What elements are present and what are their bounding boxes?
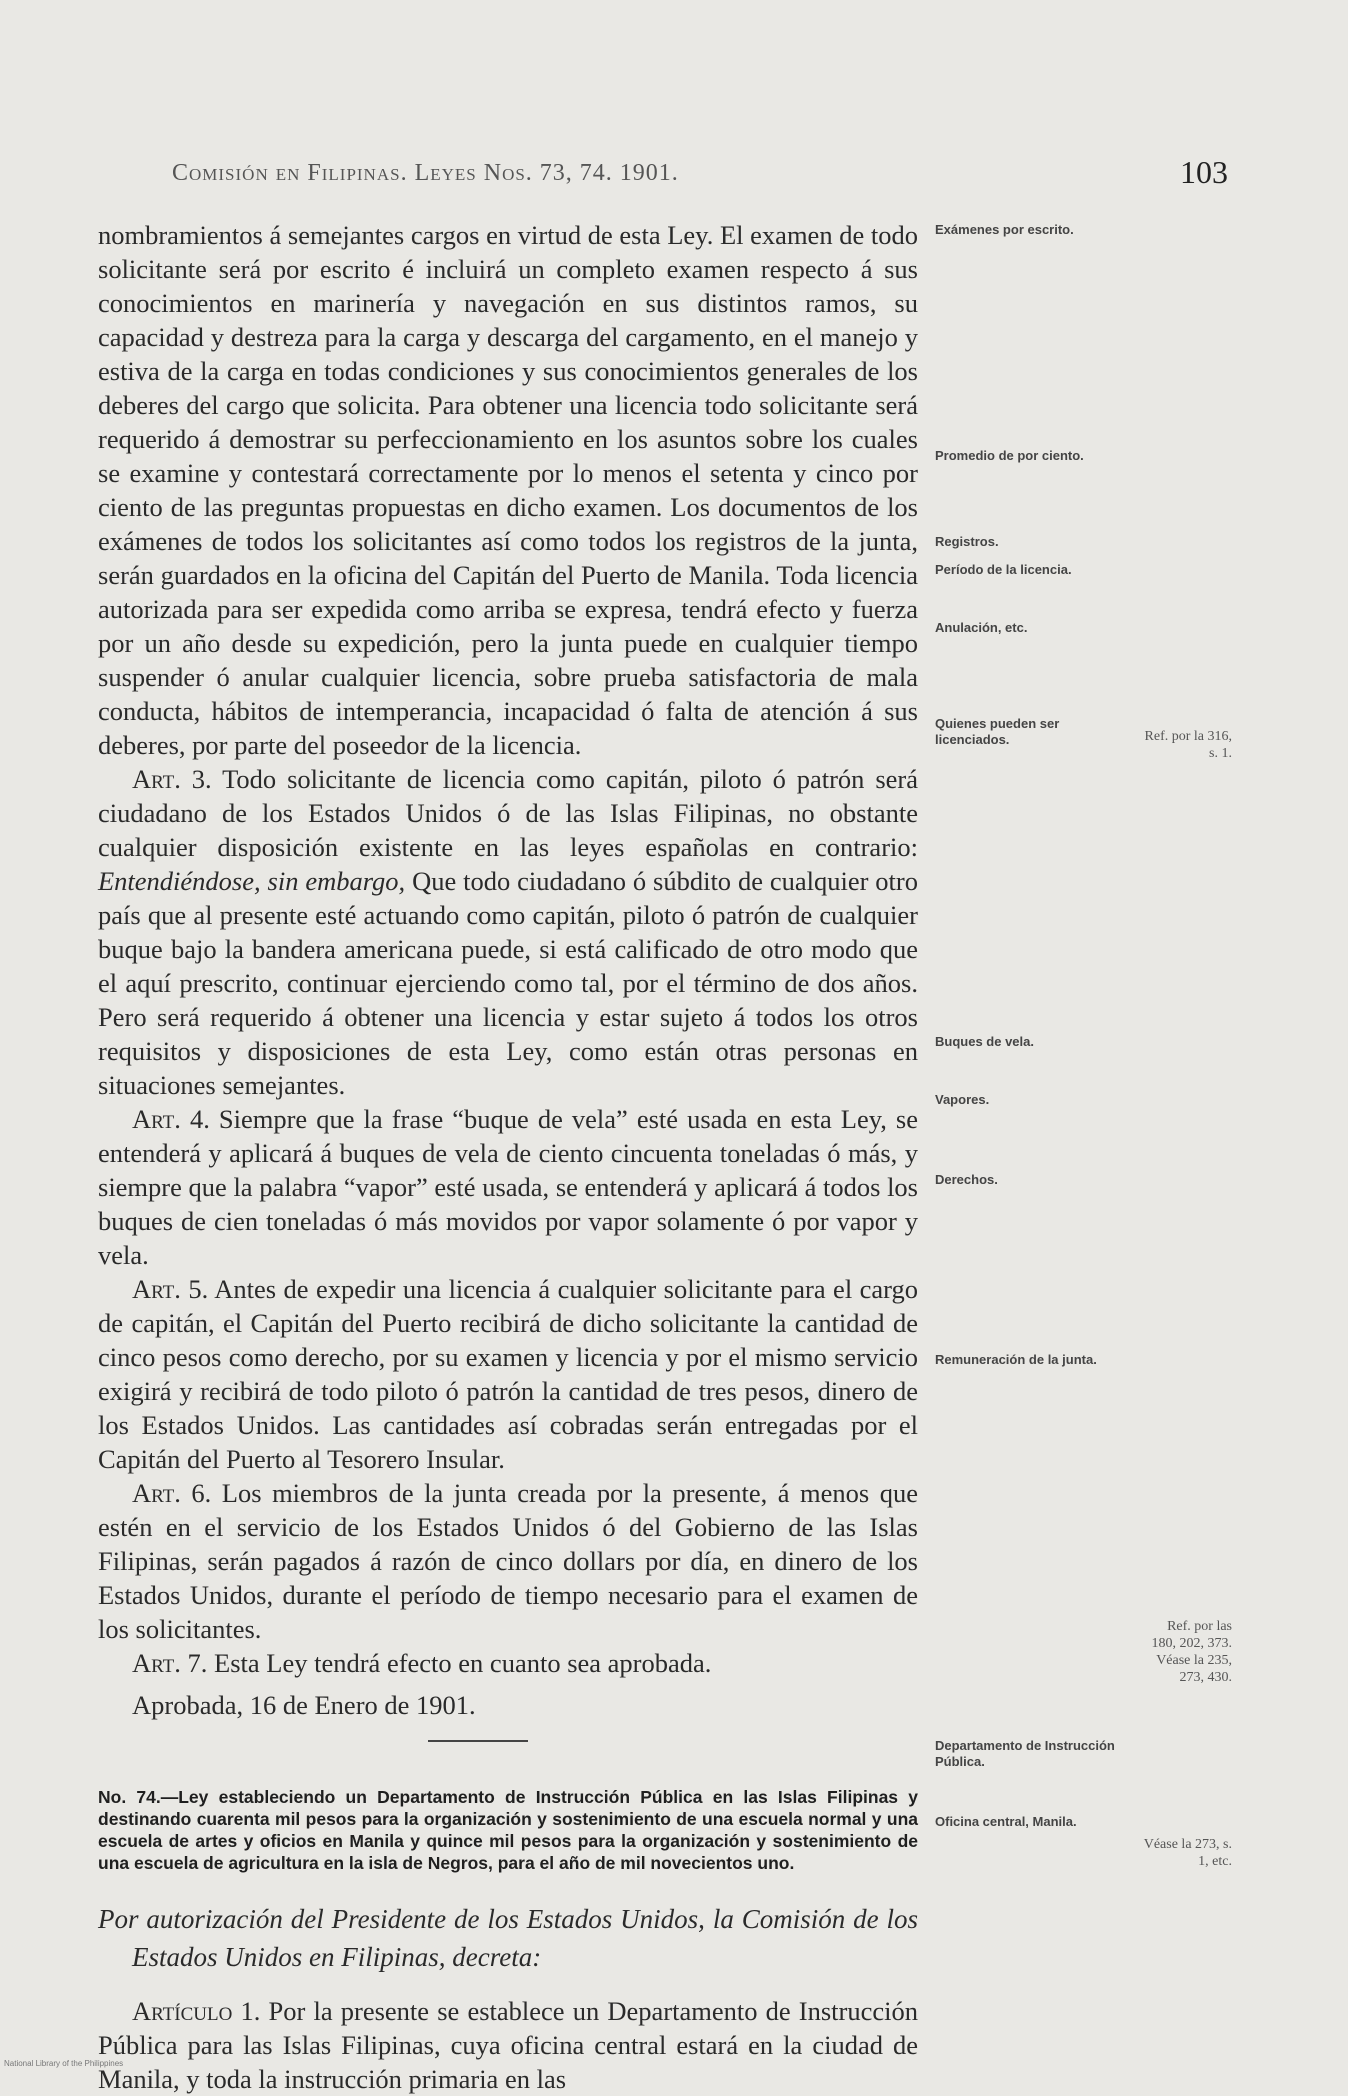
running-head: Comisión en Filipinas. Leyes Nos. 73, 74. 1901. xyxy=(172,160,679,186)
cross-reference: Véase la 273, s. 1, etc. xyxy=(1143,1837,1232,1869)
law-74-title: No. 74.—Ley estableciendo un Departamento de Instrucción Pública en las Islas Filipinas y destinando cuarenta mil pesos para la organización y sostenimiento de una escuela normal y una escuela de artes y oficios en Manila y quince mil pesos para la organización y sostenimiento de una escuela de agricultura en la isla de Negros, para el año de mil novecientos uno. xyxy=(98,1787,918,1873)
page-header xyxy=(0,154,1348,200)
enacting-clause: Por autorización del Presidente de los Estados Unidos, la Comisión de los Estados Unidos en Filipinas, decreta: xyxy=(98,1904,918,1972)
page-number: 103 xyxy=(1180,154,1228,190)
article-1: Artículo 1. Por la presente se establece un Departamento de Instrucción Pública para las Islas Filipinas, cuya oficina central estará en la ciudad de Manila, y toda la instrucción primaria en las xyxy=(98,1996,918,2094)
article-7: Art. 7. Esta Ley tendrá efecto en cuanto sea aprobada. xyxy=(132,1648,712,1678)
approval-date: Aprobada, 16 de Enero de 1901. xyxy=(132,1690,476,1720)
section-divider xyxy=(428,1740,528,1742)
margin-note: Exámenes por escrito. xyxy=(935,222,1074,237)
article-label: Art. 5. xyxy=(132,1274,209,1304)
paragraph-examenes: nombramientos á semejantes cargos en virtud de esta Ley. El examen de todo solicitante será por escrito é incluirá un completo examen respecto á sus conocimientos en marinería y navegación en sus distintos ramos, su capacidad y destreza para la carga y descarga del cargamento, en el manejo y estiva de la carga en todas condiciones y sus conocimientos generales de los deberes del cargo que solicita. Para obtener una licencia todo solicitante será requerido á demostrar su perfeccionamiento en los asuntos sobre los cuales se examine y contestará correctamente por lo menos el setenta y cinco por ciento de las preguntas propuestas en dicho examen. Los documentos de los exámenes de todos los solicitantes así como todos los registros de la junta, serán guardados en la oficina del Capitán del Puerto de Manila. Toda licencia autorizada para ser expedida como arriba se expresa, tendrá efecto y fuerza por un año desde su expedición, pero la junta puede en cualquier tiempo suspender ó anular cualquier licencia, sobre prueba satisfactoria de mala conducta, hábitos de intemperancia, incapacidad ó falta de atención á sus deberes, por parte del poseedor de la licencia. xyxy=(98,220,918,760)
article-4: Art. 4. Siempre que la frase “buque de vela” esté usada en esta Ley, se entenderá y aplicará á buques de vela de ciento cincuenta toneladas ó más, y siempre que la palabra “vapor” esté usada, se entenderá y aplicará á todos los buques de cien toneladas ó más movidos por vapor solamente ó por vapor y vela. xyxy=(98,1104,918,1270)
main-text xyxy=(98,218,918,2096)
margin-note: Departamento de Instrucción Pública. xyxy=(935,1738,1115,1769)
margin-note: Oficina central, Manila. xyxy=(935,1814,1077,1829)
scan-footer: National Library of the Philippines xyxy=(4,2059,124,2068)
margin-note: Anulación, etc. xyxy=(935,620,1028,635)
margin-note: Período de la licencia. xyxy=(935,562,1072,577)
article-label: Art. 7. xyxy=(132,1648,208,1678)
article-5: Art. 5. Antes de expedir una licencia á cualquier solicitante para el cargo de capitán, el Capitán del Puerto recibirá de dicho solicitante la cantidad de cinco pesos como derecho, por su examen y licencia y por el mismo servicio exigirá y recibirá de todo piloto ó patrón la cantidad de tres pesos, dinero de los Estados Unidos. Las cantidades así cobradas serán entregadas por el Capitán del Puerto al Tesorero Insular. xyxy=(98,1274,918,1474)
proviso: Entendiéndose, sin embargo, xyxy=(98,866,406,896)
margin-note: Buques de vela. xyxy=(935,1034,1034,1049)
margin-note: Derechos. xyxy=(935,1172,998,1187)
margin-note: Promedio de por ciento. xyxy=(935,448,1084,463)
margin-note: Remuneración de la junta. xyxy=(935,1352,1097,1367)
cross-reference: Ref. por la 316, s. 1. xyxy=(1144,729,1232,761)
article-6: Art. 6. Los miembros de la junta creada por la presente, á menos que estén en el servicio de los Estados Unidos ó del Gobierno de las Islas Filipinas, serán pagados á razón de cinco dollars por día, en dinero de los Estados Unidos, durante el período de tiempo necesario para el examen de los solicitantes. xyxy=(98,1478,918,1644)
margin-note: Vapores. xyxy=(935,1092,990,1107)
article-label: Art. 6. xyxy=(132,1478,212,1508)
margin-note: Registros. xyxy=(935,534,999,549)
article-label: Artículo 1. xyxy=(132,1996,261,2026)
article-3: Art. 3. Todo solicitante de licencia como capitán, piloto ó patrón será ciudadano de los Estados Unidos ó de las Islas Filipinas, no obstante cualquier disposición existente en las leyes españolas en contrario: Entendiéndose, sin embargo, Que todo ciudadano ó súbdito de cualquier otro país que al presente esté actuando como capitán, piloto ó patrón de cualquier buque bajo la bandera americana puede, si está calificado de otro modo que el aquí prescrito, continuar ejerciendo como tal, por el término de dos años. Pero será requerido á obtener una licencia y estar sujeto á todos los otros requisitos y disposiciones de esta Ley, como están otras personas en situaciones semejantes. xyxy=(98,764,918,1100)
cross-reference: Ref. por las 180, 202, 373. Véase la 235, 273, 430. xyxy=(1151,1619,1232,1685)
article-label: Art. 4. xyxy=(132,1104,210,1134)
margin-note: Quienes pueden ser licenciados. xyxy=(935,716,1060,747)
article-label: Art. 3. xyxy=(132,764,212,794)
